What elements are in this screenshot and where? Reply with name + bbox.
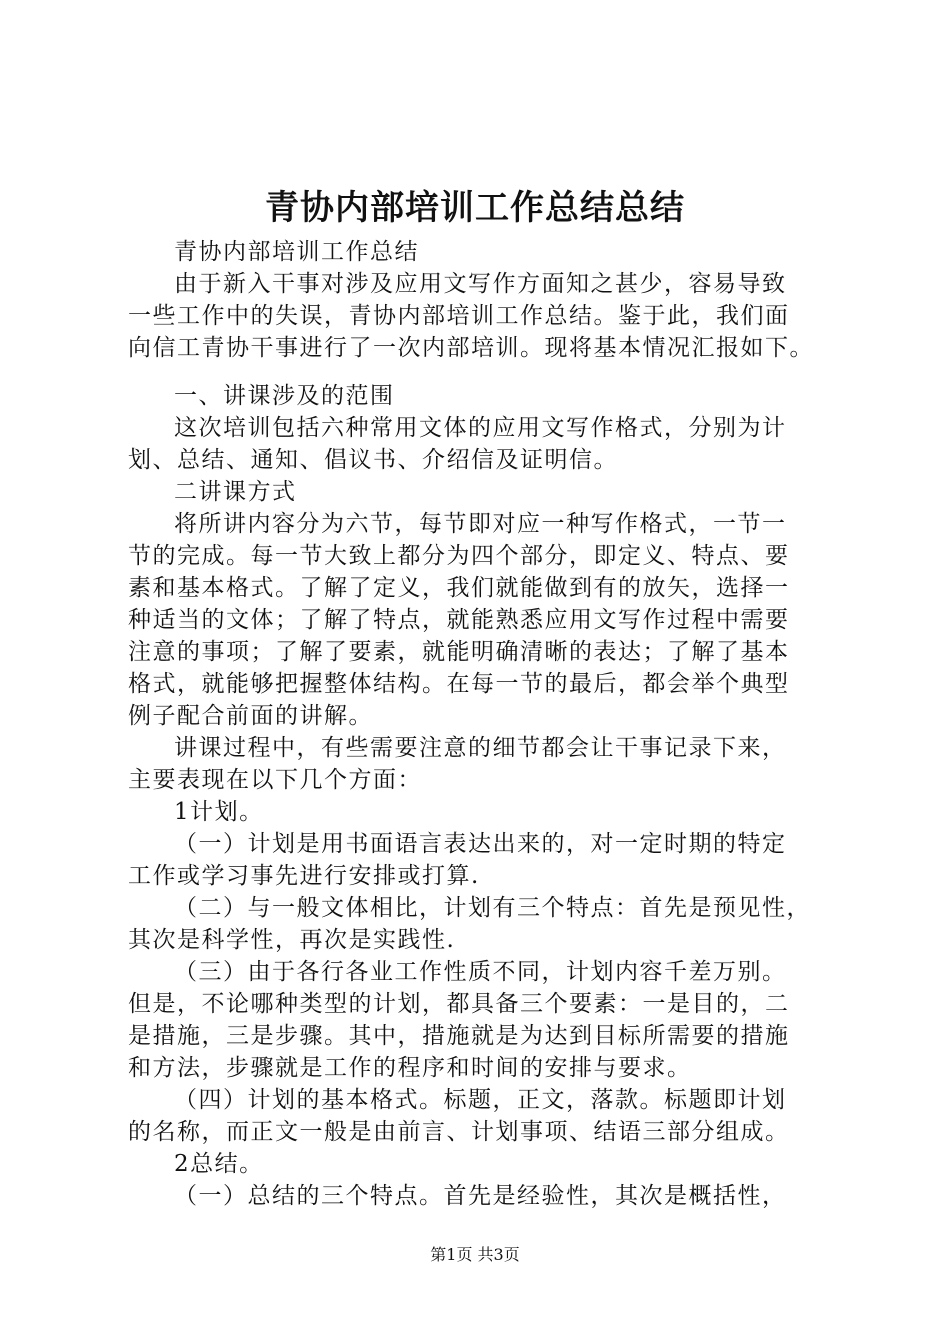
paragraph-scope: 这次培训包括六种常用文体的应用文写作格式，分别为计 划、总结、通知、倡议书、介绍信及证明信。	[128, 415, 787, 473]
plan-item-1: （一）计划是用书面语言表达出来的，对一定时期的特定 工作或学习事先进行安排或打算.	[128, 831, 787, 889]
summary-item-1: （一）总结的三个特点。首先是经验性，其次是概括性，	[174, 1183, 787, 1209]
section-heading-scope: 一、讲课涉及的范围	[174, 383, 395, 409]
document-title: 青协内部培训工作总结总结	[265, 188, 685, 228]
plan-item-4: （四）计划的基本格式。标题，正文，落款。标题即计划 的名称，而正文一般是由前言、计划事项、结语三部分组成。	[128, 1087, 790, 1145]
paragraph-details: 讲课过程中，有些需要注意的细节都会让干事记录下来， 主要表现在以下几个方面：	[128, 735, 787, 793]
paragraph-method: 将所讲内容分为六节，每节即对应一种写作格式，一节一 节的完成。每一节大致上都分为四个部分，即定义、特点、要 素和基本格式。了解了定义，我们就能做到有的放矢，选择一 种适当的文体；了解了特点，就能熟悉应用文写作过程中需要 注意的事项；了解了要素，就能明确清晰的表达；了解了基本 格式，就能够把握整体结构。在每一节的最后，都会举个典型 例子配合前面的讲解。	[128, 511, 790, 729]
page-number-footer: 第1页 共3页	[430, 1245, 520, 1264]
paragraph-heading: 青协内部培训工作总结	[174, 239, 419, 265]
subheading-summary: 2总结。	[174, 1151, 264, 1177]
plan-item-2: （二）与一般文体相比，计划有三个特点：首先是预见性， 其次是科学性，再次是实践性.	[128, 895, 811, 953]
paragraph-intro: 由于新入干事对涉及应用文写作方面知之甚少，容易导致 一些工作中的失误，青协内部培训工作总结。鉴于此，我们面 向信工青协干事进行了一次内部培训。现将基本情况汇报如下。	[128, 271, 814, 361]
subheading-plan: 1计划。	[174, 799, 264, 825]
document-body	[128, 236, 840, 1212]
section-heading-method: 二讲课方式	[174, 479, 297, 505]
plan-item-3: （三）由于各行各业工作性质不同，计划内容千差万别。 但是，不论哪种类型的计划，都具备三个要素：一是目的，二 是措施，三是步骤。其中，措施就是为达到目标所需要的措施 和方法，步骤就是工作的程序和时间的安排与要求。	[128, 959, 790, 1081]
